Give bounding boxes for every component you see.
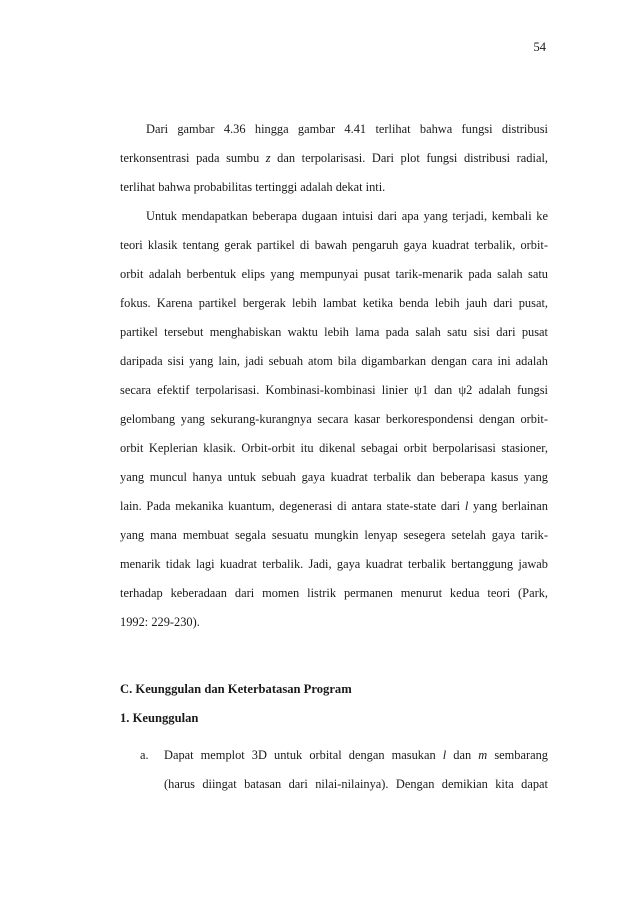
text-line: secara efektif terpolarisasi. Kombinasi-kombinasi linier ψ1 dan ψ2 adalah fungsi — [120, 383, 548, 397]
text-line: daripada sisi yang lain, jadi sebuah atom bila digambarkan dengan cara ini adalah — [120, 354, 548, 368]
text-line: terlihat bahwa probabilitas tertinggi adalah dekat inti. — [120, 180, 386, 194]
list-item-text — [164, 741, 548, 799]
text-line: fokus. Karena partikel bergerak lebih lambat ketika benda lebih jauh dari pusat, — [120, 296, 548, 310]
text-line: gelombang yang sekurang-kurangnya secara kasar berkorespondensi dengan orbit- — [120, 412, 548, 426]
text-line: orbit adalah berbentuk elips yang mempunyai pusat tarik-menarik pada salah satu — [120, 267, 548, 281]
text-line: menarik tidak lagi kuadrat terbalik. Jadi, gaya kuadrat terbalik bertanggung jawab — [120, 557, 548, 571]
text-line: 1992: 229-230). — [120, 615, 200, 629]
text-line: lain. Pada mekanika kuantum, degenerasi di antara state-state dari l yang berlainan — [120, 499, 548, 513]
text-line: teori klasik tentang gerak partikel di bawah pengaruh gaya kuadrat terbalik, orbit- — [120, 238, 548, 252]
paragraph-1 — [120, 115, 548, 202]
text-line: terkonsentrasi pada sumbu z dan terpolarisasi. Dari plot fungsi distribusi radial, — [120, 151, 548, 165]
text-line: orbit Keplerian klasik. Orbit-orbit itu dikenal sebagai orbit berpolarisasi stasioner, — [120, 441, 548, 455]
paragraph-2 — [120, 202, 548, 637]
text-line: yang muncul hanya untuk sebuah gaya kuadrat terbalik dan beberapa kasus yang — [120, 470, 548, 484]
text-line: partikel tersebut menghabiskan waktu lebih lama pada salah satu sisi dari pusat — [120, 325, 548, 339]
text-line: Dapat memplot 3D untuk orbital dengan masukan l dan m sembarang — [164, 748, 548, 762]
subsection-heading: 1. Keunggulan — [120, 711, 199, 725]
section-heading: C. Keunggulan dan Keterbatasan Program — [120, 682, 352, 696]
body-text — [120, 115, 548, 637]
list-marker: a. — [140, 748, 149, 762]
text-line: Dari gambar 4.36 hingga gambar 4.41 terlihat bahwa fungsi distribusi — [146, 122, 548, 136]
text-line: terhadap keberadaan dari momen listrik permanen menurut kedua teori (Park, — [120, 586, 548, 600]
text-line: Untuk mendapatkan beberapa dugaan intuisi dari apa yang terjadi, kembali ke — [146, 209, 548, 223]
page-number: 54 — [533, 40, 546, 54]
text-line: yang mana membuat segala sesuatu mungkin lenyap sesegera setelah gaya tarik- — [120, 528, 548, 542]
text-line: (harus diingat batasan dari nilai-nilainya). Dengan demikian kita dapat — [164, 777, 548, 791]
